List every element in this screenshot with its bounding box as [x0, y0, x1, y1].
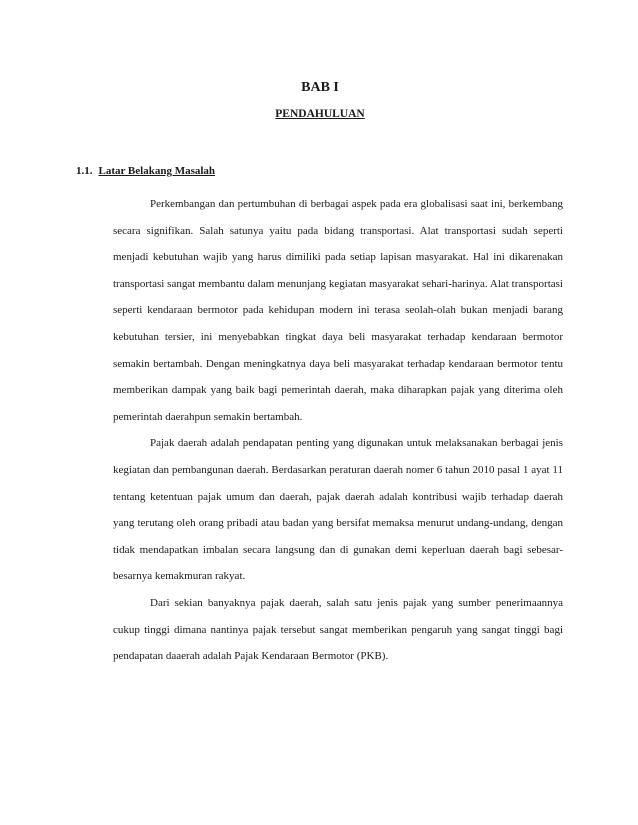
paragraph: Pajak daerah adalah pendapatan penting yang digunakan untuk melaksanakan berbagai jenis kegiatan dan pembangunan daerah. Berdasarkan peraturan daerah nomer 6 tahun 2010 pasal 1 ayat 11 tentang ketentuan pajak umum dan daerah, pajak daerah adalah kontribusi wajib terhadap daerah yang terutang oleh orang pribadi atau badan yang bersifat memaksa menurut undang-undang, dengan tidak mendapatkan imbalan secara langsung dan di gunakan demi keperluan daerah bagi sebesar-besarnya kemakmuran rakyat. [113, 437, 563, 583]
chapter-subtitle: PENDAHULUAN [275, 108, 365, 120]
section-number: 1.1. [76, 165, 93, 177]
paragraph: Perkembangan dan pertumbuhan di berbagai aspek pada era globalisasi saat ini, berkembang secara signifikan. Salah satunya yaitu pada bidang transportasi. Alat transportasi sudah seperti menjadi kebutuhan wajib yang harus dimiliki pada setiap lapisan masyarakat. Hal ini dikarenakan transportasi sangat membantu dalam menunjang kegiatan masyarakat sehari-harinya. Alat transportasi seperti kendaraan bermotor pada kehidupan modern ini terasa seolah-olah bukan menjadi barang kebutuhan tersier, ini menyebabkan tingkat daya beli masyarakat terhadap kendaraan bermotor semakin bertambah. Dengan meningkatnya daya beli masyarakat terhadap kendaraan bermotor tentu memberikan dampak yang baik bagi pemerintah daerah, maka diharapkan pajak yang diterima oleh pemerintah daerahpun semakin bertambah. [113, 198, 563, 423]
section-heading [76, 165, 215, 177]
section-title: Latar Belakang Masalah [98, 165, 216, 177]
chapter-title: BAB I [301, 80, 339, 95]
paragraph: Dari sekian banyaknya pajak daerah, salah satu jenis pajak yang sumber penerimaannya cukup tinggi dimana nantinya pajak tersebut sangat memberikan pengaruh yang sangat tinggi bagi pendapatan daaerah adalah Pajak Kendaraan Bermotor (PKB). [113, 596, 563, 663]
body-text [113, 191, 563, 670]
